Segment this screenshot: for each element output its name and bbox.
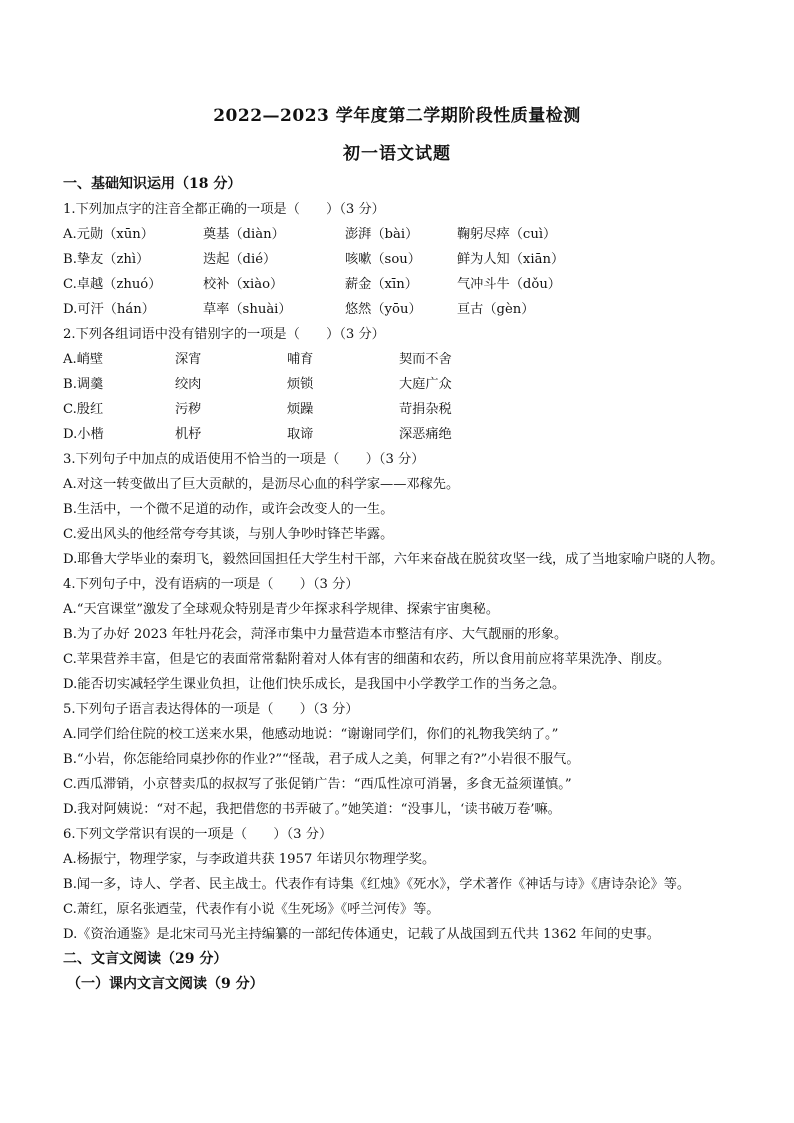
option-item: 气冲斗牛（dǒu） [457, 277, 561, 292]
option-d: D.《资治通鉴》是北宋司马光主持编纂的一部纪传体通史，记载了从战国到五代共 1362 年间的史事。 [63, 927, 660, 942]
option-b: B.闻一多，诗人、学者、民主战士。代表作有诗集《红烛》《死水》，学术著作《神话与诗》《唐诗杂论》等。 [63, 877, 691, 892]
question-stem: 5.下列句子语言表达得体的一项是（ ）（3 分） [63, 702, 359, 717]
option-item: 悠然（yōu） [345, 302, 422, 317]
option-item: 苛捐杂税 [399, 402, 452, 417]
option-item: 迭起（dié） [203, 252, 277, 267]
question-stem: 2.下列各组词语中没有错别字的一项是（ ）（3 分） [63, 327, 385, 342]
option-item: 草率（shuài） [203, 302, 292, 317]
option-item: 契而不舍 [399, 352, 452, 367]
option-item: A.元勋（xūn） [63, 227, 154, 242]
exam-title: 2022—2023 学年度第二学期阶段性质量检测 [213, 106, 581, 126]
option-d: D.能否切实减轻学生课业负担，让他们快乐成长，是我国中小学教学工作的当务之急。 [63, 677, 566, 692]
option-item: B.挚友（zhì） [63, 252, 150, 267]
option-item: 校补（xiào） [203, 277, 284, 292]
option-row [63, 247, 733, 272]
option-b: B.生活中，一个微不足道的动作，或许会改变人的一生。 [63, 502, 394, 517]
option-item: C.殷红 [63, 402, 104, 417]
option-a: A.对这一转变做出了巨大贡献的，是沥尽心血的科学家——邓稼先。 [63, 477, 460, 492]
option-item: D.小楷 [63, 427, 104, 442]
option-a: A.杨振宁，物理学家，与李政道共获 1957 年诺贝尔物理学奖。 [63, 852, 436, 867]
option-item: 机杼 [175, 427, 202, 442]
option-item: D.可汗（hán） [63, 302, 155, 317]
exam-content [63, 172, 733, 997]
option-item: 澎湃（bài） [345, 227, 419, 242]
option-c: C.西瓜滞销，小京替卖瓜的叔叔写了张促销广告：“西瓜性凉可消暑，多食无益须谨慎。” [63, 777, 572, 792]
option-item: 绞肉 [175, 377, 202, 392]
option-a: A.同学们给住院的校工送来水果，他感动地说：“谢谢同学们，你们的礼物我笑纳了。” [63, 727, 559, 742]
option-row [63, 222, 733, 247]
question-stem: 6.下列文学常识有误的一项是（ ）（3 分） [63, 827, 333, 842]
option-item: 污秽 [175, 402, 202, 417]
option-row [63, 422, 733, 447]
section-heading: 二、文言文阅读（29 分） [63, 951, 228, 967]
option-row [63, 272, 733, 297]
question-stem: 3.下列句子中加点的成语使用不恰当的一项是（ ）（3 分） [63, 452, 425, 467]
option-c: C.萧红，原名张迺莹，代表作有小说《生死场》《呼兰河传》等。 [63, 902, 440, 917]
option-item: 取谛 [287, 427, 314, 442]
option-item: 烦锁 [287, 377, 314, 392]
section-heading: 一、基础知识运用（18 分） [63, 176, 242, 192]
option-b: B.“小岩，你怎能给同桌抄你的作业?”“怪哉，君子成人之美，何罪之有?”小岩很不服气。 [63, 752, 580, 767]
option-item: 深宵 [175, 352, 202, 367]
option-d: D.耶鲁大学毕业的秦玥飞，毅然回国担任大学生村干部，六年来奋战在脱贫攻坚一线，成了当地家喻户晓的人物。 [63, 552, 724, 567]
option-item: 薪金（xīn） [345, 277, 418, 292]
question-stem: 4.下列句子中，没有语病的一项是（ ）（3 分） [63, 577, 359, 592]
option-b: B.为了办好 2023 年牡丹花会，菏泽市集中力量营造本市整洁有序、大气靓丽的形象。 [63, 627, 568, 642]
option-item: 咳嗽（sou） [345, 252, 421, 267]
question-stem: 1.下列加点字的注音全都正确的一项是（ ）（3 分） [63, 202, 385, 217]
option-c: C.爱出风头的他经常夸夸其谈，与别人争吵时锋芒毕露。 [63, 527, 394, 542]
option-c: C.苹果营养丰富，但是它的表面常常黏附着对人体有害的细菌和农药，所以食用前应将苹果洗净、削皮。 [63, 652, 671, 667]
option-item: C.卓越（zhuó） [63, 277, 162, 292]
option-item: 烦躁 [287, 402, 314, 417]
option-row [63, 347, 733, 372]
option-d: D.我对阿姨说：“对不起，我把借您的书弄破了。”她笑道：“没事儿，‘读书破万卷’嘛。 [63, 802, 561, 817]
option-item: 大庭广众 [399, 377, 452, 392]
option-item: A.峭壁 [63, 352, 104, 367]
option-row [63, 372, 733, 397]
option-item: 鞠躬尽瘁（cuì） [457, 227, 557, 242]
option-item: 奠基（diàn） [203, 227, 285, 242]
option-row [63, 397, 733, 422]
option-item: 深恶痛绝 [399, 427, 452, 442]
option-item: 哺育 [287, 352, 314, 367]
exam-subtitle: 初一语文试题 [343, 144, 451, 164]
option-item: 鲜为人知（xiān） [457, 252, 565, 267]
option-row [63, 297, 733, 322]
subsection-heading: （一）课内文言文阅读（9 分） [67, 976, 264, 992]
option-a: A.“天宫课堂”激发了全球观众特别是青少年探求科学规律、探索宇宙奥秘。 [63, 602, 500, 617]
option-item: 亘古（gèn） [457, 302, 535, 317]
option-item: B.调羹 [63, 377, 104, 392]
